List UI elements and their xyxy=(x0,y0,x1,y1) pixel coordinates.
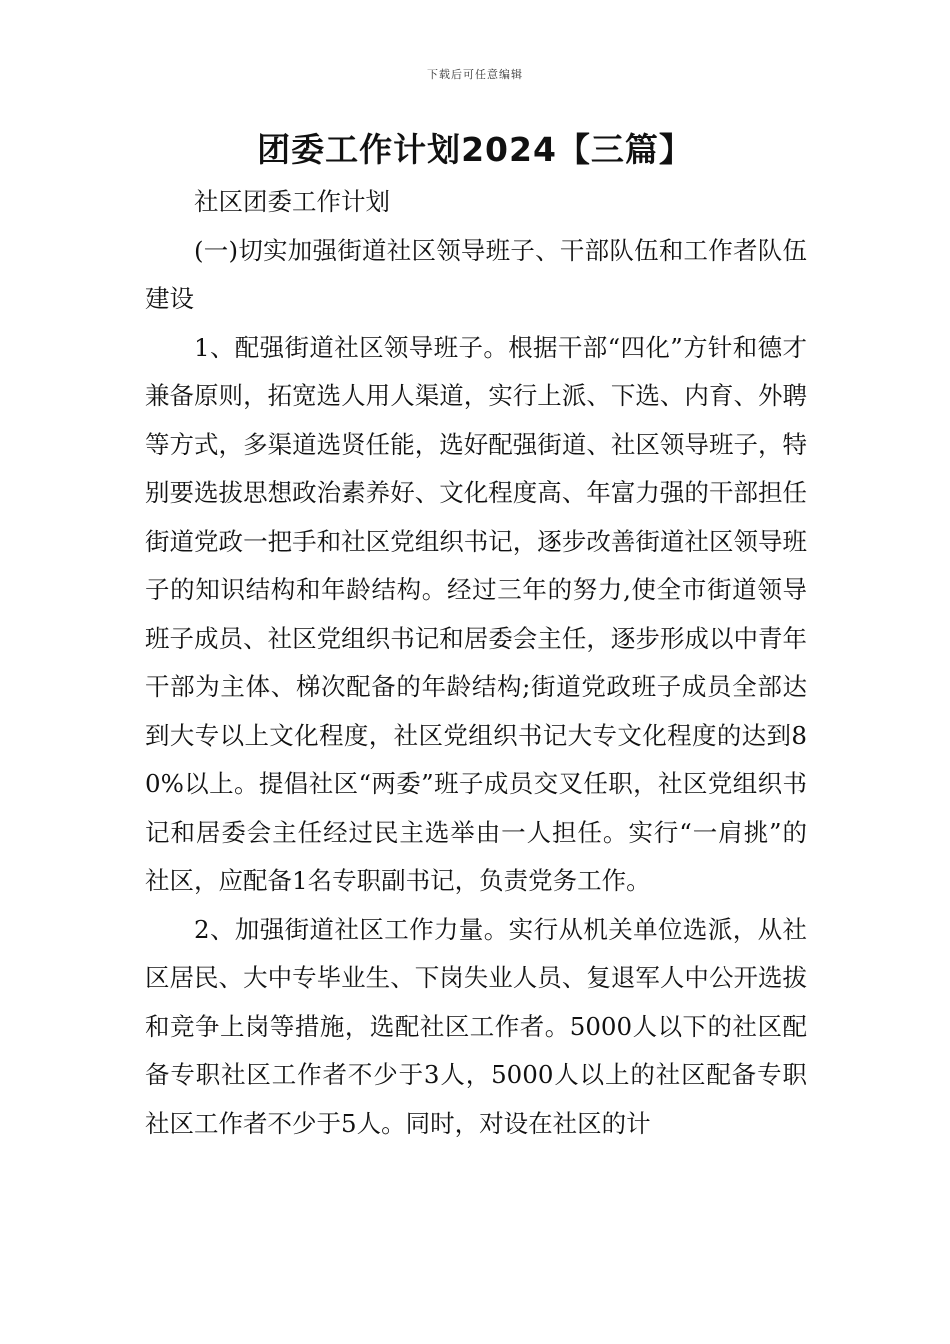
document-title: 团委工作计划2024【三篇】 xyxy=(257,130,693,169)
header-note: 下载后可任意编辑 xyxy=(427,68,523,81)
paragraph-2: 1、配强街道社区领导班子。根据干部“四化”方针和德才兼备原则，拓宽选人用人渠道，实行上派、下选、内育、外聘等方式，多渠道选贤任能，选好配强街道、社区领导班子，特别要选拔思想政治素养好、文化程度高、年富力强的干部担任街道党政一把手和社区党组织书记，逐步改善街道社区领导班子的知识结构和年龄结构。经过三年的努力,使全市街道领导班子成员、社区党组织书记和居委会主任，逐步形成以中青年干部为主体、梯次配备的年龄结构;街道党政班子成员全部达到大专以上文化程度，社区党组织书记大专文化程度的达到80%以上。提倡社区“两委”班子成员交叉任职，社区党组织书记和居委会主任经过民主选举由一人担任。实行“一肩挑”的社区，应配备1名专职副书记，负责党务工作。 xyxy=(145,332,807,895)
section-heading: 社区团委工作计划 xyxy=(194,187,390,216)
document-body xyxy=(145,178,807,1148)
paragraph-3: 2、加强街道社区工作力量。实行从机关单位选派，从社区居民、大中专毕业生、下岗失业人员、复退军人中公开选拔和竞争上岗等措施，选配社区工作者。5000人以下的社区配备专职社区工作者不少于3人，5000人以上的社区配备专职社区工作者不少于5人。同时，对设在社区的计 xyxy=(145,914,807,1138)
paragraph-1: (一)切实加强街道社区领导班子、干部队伍和工作者队伍建设 xyxy=(145,235,807,313)
